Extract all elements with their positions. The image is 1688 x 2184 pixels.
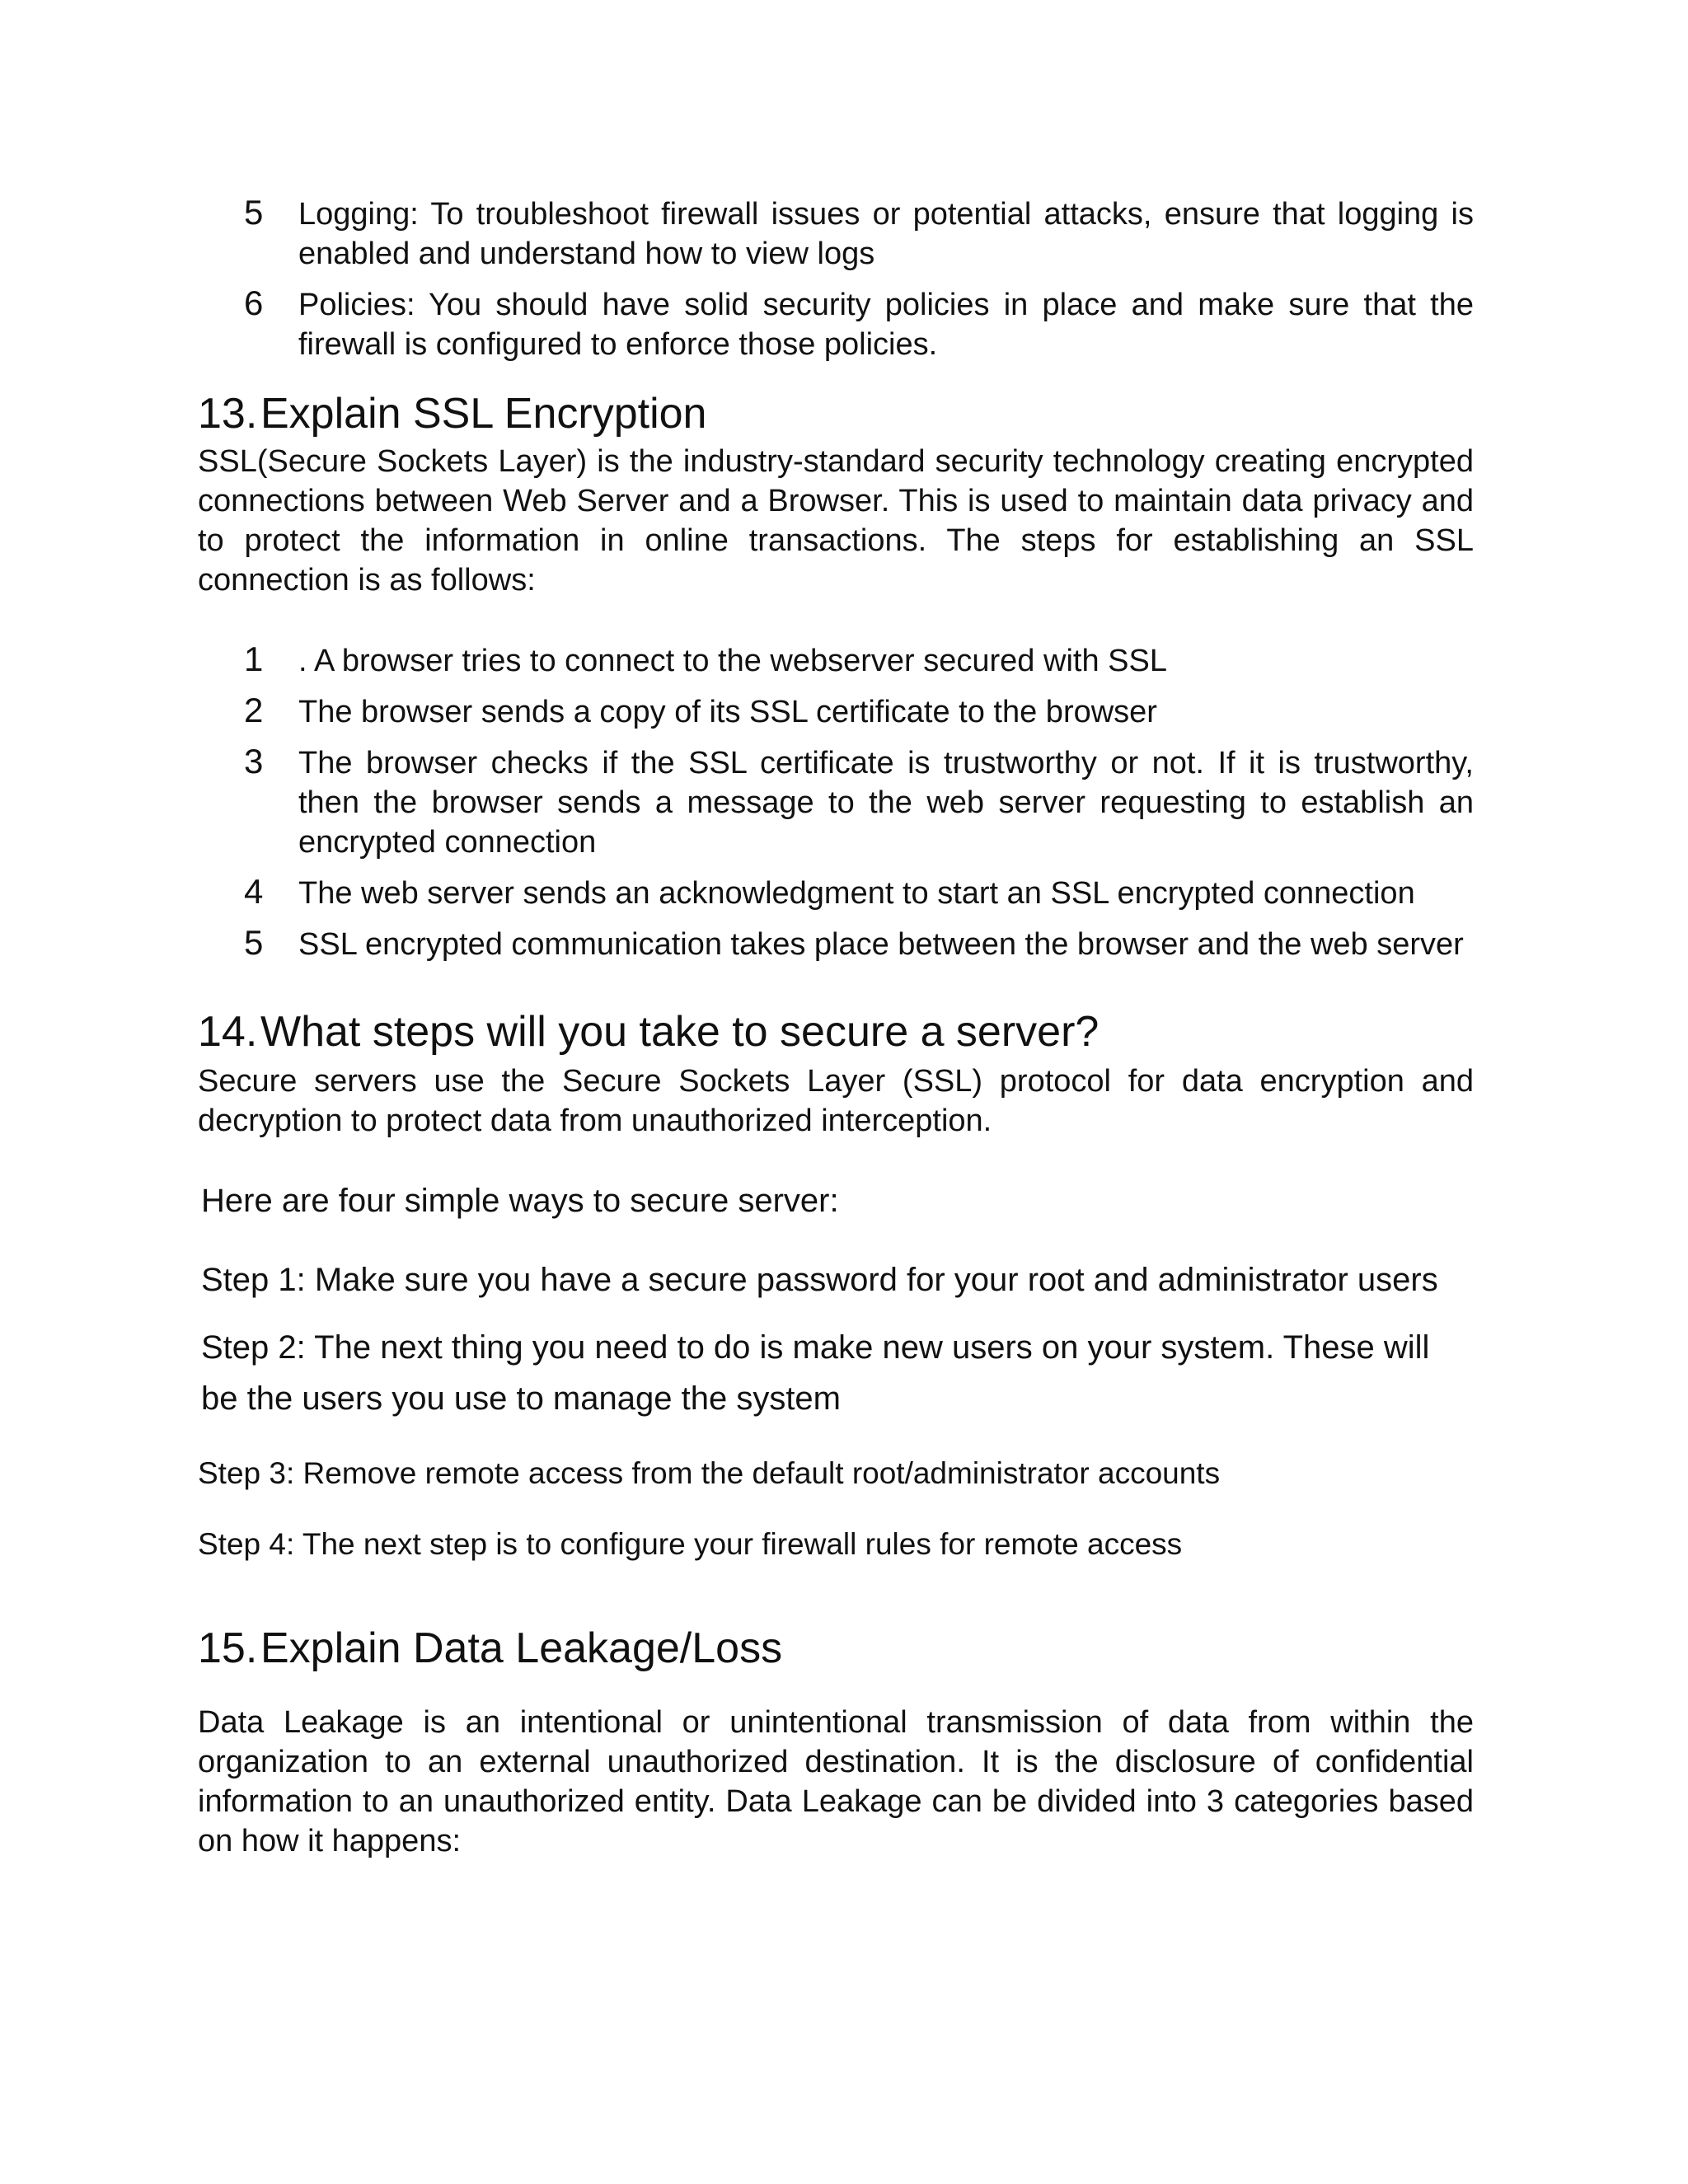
section-13-intro: SSL(Secure Sockets Layer) is the industry-standard security technology creating encrypted connections between Web Server and a Browser. This is used to maintain data privacy and to protect the information in online transactions. The steps for establishing an SSL connection is as follows: (198, 444, 1474, 598)
list-item (198, 285, 1474, 364)
ssl-steps-list (198, 641, 1474, 964)
list-item (198, 194, 1474, 274)
section-13-heading (198, 387, 1474, 440)
list-item-text: Logging: To troubleshoot firewall issues or potential attacks, ensure that logging is enabled and understand how to view logs (298, 197, 1474, 271)
section-title: Explain SSL Encryption (260, 390, 707, 438)
section-title: Explain Data Leakage/Loss (260, 1624, 783, 1672)
section-14-intro: Secure servers use the Secure Sockets Layer (SSL) protocol for data encryption and decryption to protect data from unauthorized interception. (198, 1064, 1474, 1138)
section-number: 15. (198, 1624, 258, 1672)
list-item-text: Policies: You should have solid security policies in place and make sure that the firewall is configured to enforce those policies. (298, 288, 1474, 362)
list-item (198, 692, 1474, 732)
firewall-tips-list (198, 194, 1474, 364)
section-title: What steps will you take to secure a server? (260, 1008, 1100, 1056)
list-item (198, 925, 1474, 964)
secure-server-step-3: Step 3: Remove remote access from the default root/administrator accounts (198, 1456, 1221, 1490)
section-15-intro: Data Leakage is an intentional or unintentional transmission of data from within the organization to an external unauthorized destination. It is the disclosure of confidential information to an unauthorized entity. Data Leakage can be divided into 3 categories based on how it happens: (198, 1705, 1474, 1858)
list-item-number: 6 (244, 284, 264, 322)
secure-server-step-1: Step 1: Make sure you have a secure password for your root and administrator users (201, 1262, 1438, 1298)
secure-server-step-4: Step 4: The next step is to configure your firewall rules for remote access (198, 1527, 1183, 1561)
list-item-text: The browser sends a copy of its SSL certificate to the browser (298, 695, 1157, 729)
list-item-number: 2 (244, 691, 264, 729)
list-item-number: 5 (244, 923, 264, 962)
list-item (198, 874, 1474, 913)
list-item-text: SSL encrypted communication takes place between the browser and the web server (298, 927, 1464, 962)
list-item-text: The web server sends an acknowledgment to start an SSL encrypted connection (298, 876, 1415, 911)
list-item-number: 4 (244, 872, 264, 911)
list-item-number: 3 (244, 742, 264, 780)
secure-server-lead: Here are four simple ways to secure server: (201, 1183, 839, 1219)
list-item-text: The browser checks if the SSL certificate is trustworthy or not. If it is trustworthy, then the browser sends a message to the web server requesting to establish an encrypted connection (298, 746, 1474, 860)
list-item-text: . A browser tries to connect to the webserver secured with SSL (298, 644, 1167, 678)
list-item-number: 5 (244, 193, 264, 232)
section-number: 13. (198, 390, 258, 438)
section-14-heading (198, 1005, 1474, 1058)
list-item (198, 641, 1474, 681)
secure-server-step-2: Step 2: The next thing you need to do is make new users on your system. These will be the users you use to manage the system (201, 1329, 1430, 1417)
section-number: 14. (198, 1008, 258, 1056)
list-item (198, 743, 1474, 862)
list-item-number: 1 (244, 640, 264, 678)
page-content (198, 194, 1474, 1861)
section-15-heading (198, 1622, 1474, 1675)
